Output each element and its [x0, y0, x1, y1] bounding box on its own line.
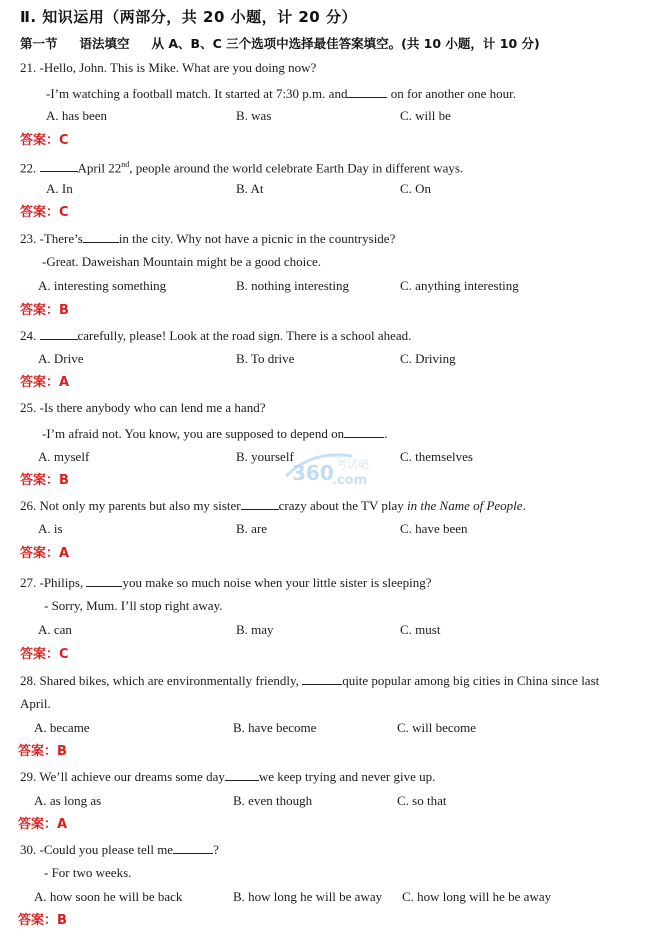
question-26-option-b[interactable]: B. are: [236, 521, 268, 536]
question-30-answer: 答案：B: [18, 913, 67, 928]
question-25-line-2: -I’m afraid not. You know, you are supposed to depend on .: [42, 426, 388, 441]
question-27-option-b[interactable]: B. may: [236, 622, 274, 637]
question-25-answer: 答案：B: [20, 473, 69, 488]
question-27-line-2: - Sorry, Mum. I’ll stop right away.: [44, 598, 223, 613]
question-28-option-a[interactable]: A. became: [34, 720, 90, 735]
question-21-option-b[interactable]: B. was: [236, 108, 272, 123]
section-title: 语法填空: [79, 36, 130, 51]
question-24-option-a[interactable]: A. Drive: [38, 351, 84, 366]
question-22-option-a[interactable]: A. In: [46, 181, 73, 196]
question-30-option-b[interactable]: B. how long he will be away: [233, 889, 383, 904]
question-24-option-b[interactable]: B. To drive: [236, 351, 295, 366]
watermark-text: 考试吧: [336, 458, 369, 471]
question-21-line-2: -I’m watching a football match. It started at 7:30 p.m. and on for another one hour.: [46, 86, 516, 101]
question-29-answer: 答案：A: [18, 817, 68, 832]
question-22-line-1: 22. April 22nd, people around the world celebrate Earth Day in different ways.: [20, 160, 464, 176]
section-subheading: [20, 34, 540, 52]
question-29-option-a[interactable]: A. as long as: [34, 793, 102, 808]
question-23-line-1: 23. -There’s in the city. Why not have a picnic in the countryside?: [20, 231, 396, 246]
question-22-answer: 答案：C: [20, 205, 69, 220]
question-26-answer: 答案：A: [20, 546, 70, 561]
question-23-option-b[interactable]: B. nothing interesting: [236, 278, 350, 293]
question-21-answer: 答案：C: [20, 133, 69, 148]
question-25-option-c[interactable]: C. themselves: [400, 449, 473, 464]
question-27-option-c[interactable]: C. must: [400, 622, 441, 637]
question-21-line-1: 21. -Hello, John. This is Mike. What are you doing now?: [20, 60, 317, 75]
question-28-line-1: 28. Shared bikes, which are environmentally friendly, quite popular among big cities in China since last: [20, 673, 600, 688]
question-25-line-1: 25. -Is there anybody who can lend me a hand?: [20, 400, 266, 415]
question-30-option-c[interactable]: C. how long will he be away: [402, 889, 552, 904]
question-24-answer: 答案：A: [20, 375, 70, 390]
question-24-line-1: 24. carefully, please! Look at the road sign. There is a school ahead.: [20, 328, 412, 343]
section-heading: Ⅱ. 知识运用（两部分，共 20 小题，计 20 分）: [20, 8, 357, 26]
question-29-option-c[interactable]: C. so that: [397, 793, 447, 808]
question-23-answer: 答案：B: [20, 303, 69, 318]
watermark-logo: [282, 446, 392, 492]
question-21-option-a[interactable]: A. has been: [46, 108, 108, 123]
question-28-line-2: April.: [20, 696, 51, 711]
question-28-answer: 答案：B: [18, 744, 67, 759]
section-instruction: 从 A、B、C 三个选项中选择最佳答案填空。(共 10 小题，计 10 分): [151, 36, 540, 51]
question-29-line-1: 29. We’ll achieve our dreams some day we keep trying and never give up.: [20, 769, 436, 784]
question-24-option-c[interactable]: C. Driving: [400, 351, 456, 366]
question-30-line-1: 30. -Could you please tell me ?: [20, 842, 219, 857]
watermark-number: 360: [292, 461, 334, 485]
question-26-line-1: 26. Not only my parents but also my sister crazy about the TV play in the Name of People.: [20, 498, 526, 513]
question-27-line-1: 27. -Philips, you make so much noise when your little sister is sleeping?: [20, 575, 432, 590]
question-28-option-c[interactable]: C. will become: [397, 720, 477, 735]
question-26-option-a[interactable]: A. is: [38, 521, 63, 536]
question-28-option-b[interactable]: B. have become: [233, 720, 317, 735]
question-30-line-2: - For two weeks.: [44, 865, 132, 880]
question-30-option-a[interactable]: A. how soon he will be back: [34, 889, 183, 904]
question-26-option-c[interactable]: C. have been: [400, 521, 468, 536]
watermark-domain: .com: [332, 473, 368, 488]
question-25-option-a[interactable]: A. myself: [38, 449, 90, 464]
question-23-line-2: -Great. Daweishan Mountain might be a good choice.: [42, 254, 322, 269]
question-23-option-a[interactable]: A. interesting something: [38, 278, 167, 293]
question-22-option-b[interactable]: B. At: [236, 181, 264, 196]
question-29-option-b[interactable]: B. even though: [233, 793, 313, 808]
question-25-option-b[interactable]: B. yourself: [236, 449, 294, 464]
question-27-answer: 答案：C: [20, 647, 69, 662]
question-23-option-c[interactable]: C. anything interesting: [400, 278, 519, 293]
section-label: 第一节: [20, 36, 58, 51]
question-22-option-c[interactable]: C. On: [400, 181, 432, 196]
question-21-option-c[interactable]: C. will be: [400, 108, 451, 123]
question-27-option-a[interactable]: A. can: [38, 622, 72, 637]
